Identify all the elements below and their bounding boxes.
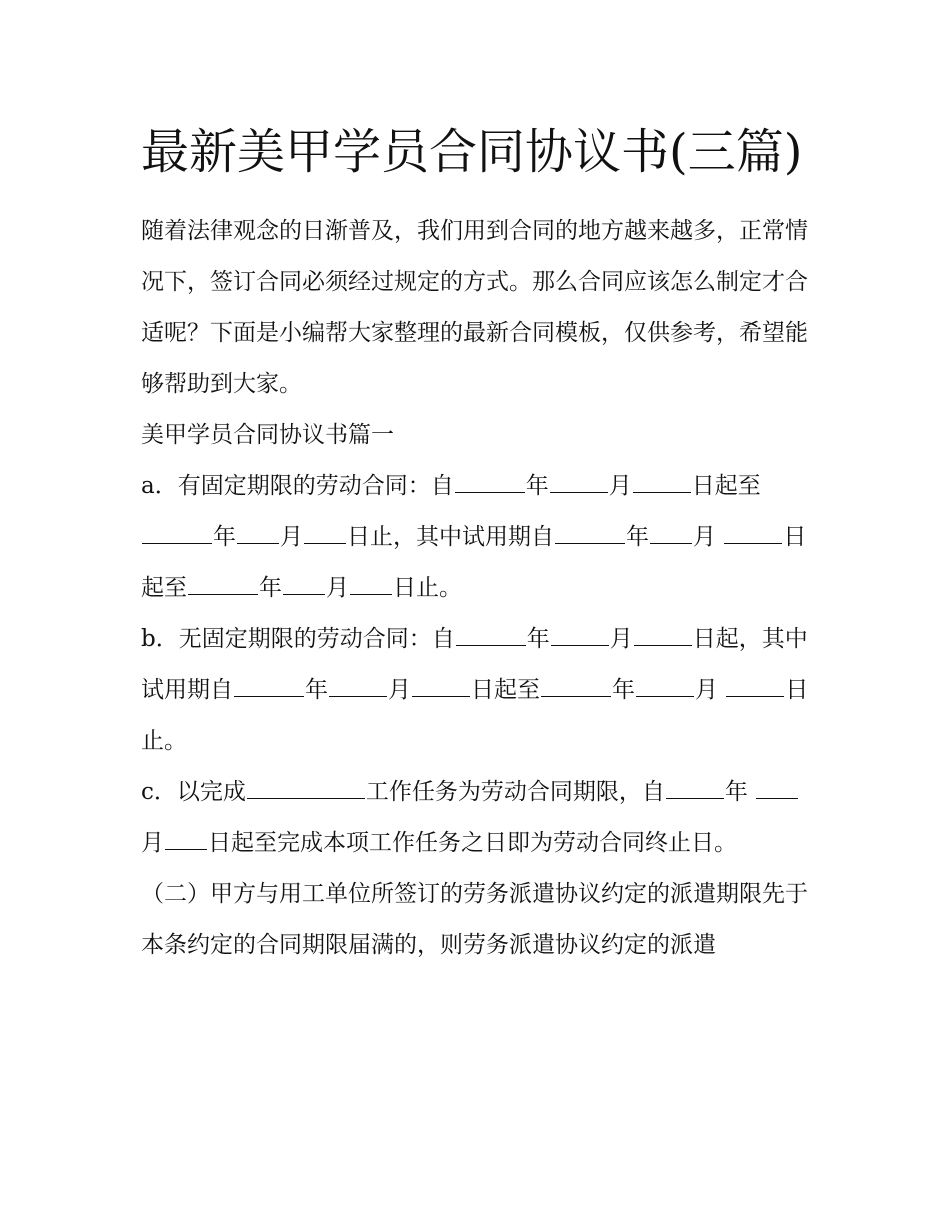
blank-field bbox=[636, 672, 694, 697]
year-label: 年 bbox=[305, 677, 328, 703]
blank-field bbox=[456, 621, 526, 646]
month-label: 月 bbox=[326, 575, 349, 601]
day-end-label: 日止。 bbox=[393, 575, 462, 601]
blank-field bbox=[165, 825, 207, 850]
intro-paragraph: 随着法律观念的日渐普及，我们用到合同的地方越来越多，正常情况下，签订合同必须经过规定的方式。那么合同应该怎么制定才合适呢？下面是小编帮大家整理的最新合同模板，仅供参考，希望能够帮助到大家。 bbox=[141, 218, 808, 397]
day-end-label: 日止。 bbox=[141, 677, 809, 754]
clause-b-lead: b．无固定期限的劳动合同：自 bbox=[141, 626, 455, 652]
document-page bbox=[141, 112, 816, 971]
blank-field bbox=[756, 774, 798, 799]
month-label: 月 bbox=[693, 524, 716, 550]
clause-b bbox=[141, 614, 816, 767]
blank-field bbox=[650, 519, 692, 544]
day-from-label: 日起至 bbox=[141, 524, 807, 601]
section-heading: 美甲学员合同协议书篇一 bbox=[141, 422, 394, 448]
blank-field bbox=[726, 672, 784, 697]
year-label: 年 bbox=[259, 575, 282, 601]
year-label: 年 bbox=[612, 677, 635, 703]
clause-c-tail: 日起至完成本项工作任务之日即为劳动合同终止日。 bbox=[208, 830, 737, 856]
month-label: 月 bbox=[280, 524, 303, 550]
blank-field bbox=[237, 519, 279, 544]
month-label: 月 bbox=[608, 473, 632, 499]
blank-field bbox=[634, 621, 692, 646]
blank-field bbox=[304, 519, 346, 544]
blank-field bbox=[724, 519, 782, 544]
blank-field bbox=[247, 774, 365, 799]
task-label: 工作任务为劳动合同期限，自 bbox=[365, 779, 665, 805]
month-label: 月 bbox=[141, 830, 164, 856]
clause-a-lead: a．有固定期限的劳动合同：自 bbox=[141, 473, 454, 499]
year-label: 年 bbox=[626, 524, 649, 550]
clause-c bbox=[141, 767, 816, 869]
blank-field bbox=[633, 468, 691, 493]
blank-field bbox=[555, 519, 625, 544]
day-start-label: 日起，其中试用期自 bbox=[141, 626, 808, 703]
blank-field bbox=[541, 672, 611, 697]
blank-field bbox=[666, 774, 724, 799]
year-label: 年 bbox=[724, 779, 748, 805]
blank-field bbox=[283, 570, 325, 595]
year-label: 年 bbox=[526, 626, 550, 652]
month-label: 月 bbox=[695, 677, 718, 703]
year-label: 年 bbox=[525, 473, 549, 499]
day-to-label: 日止，其中试用期自 bbox=[347, 524, 554, 550]
year-label: 年 bbox=[213, 524, 236, 550]
day-from-label: 日起至 bbox=[471, 677, 540, 703]
blank-field bbox=[329, 672, 387, 697]
blank-field bbox=[142, 519, 212, 544]
document-title: 最新美甲学员合同协议书(三篇) bbox=[141, 124, 803, 180]
clause-two: （二）甲方与用工单位所签订的劳务派遣协议约定的派遣期限先于本条约定的合同期限届满的，则劳务派遣协议约定的派遣 bbox=[141, 881, 808, 958]
day-from-label: 日起至 bbox=[691, 473, 761, 499]
blank-field bbox=[551, 621, 609, 646]
blank-field bbox=[350, 570, 392, 595]
blank-field bbox=[188, 570, 258, 595]
month-label: 月 bbox=[609, 626, 633, 652]
clause-a bbox=[141, 461, 816, 614]
blank-field bbox=[234, 672, 304, 697]
month-label: 月 bbox=[388, 677, 411, 703]
blank-field bbox=[455, 468, 525, 493]
blank-field bbox=[550, 468, 608, 493]
clause-c-lead: c．以完成 bbox=[141, 779, 246, 805]
blank-field bbox=[412, 672, 470, 697]
